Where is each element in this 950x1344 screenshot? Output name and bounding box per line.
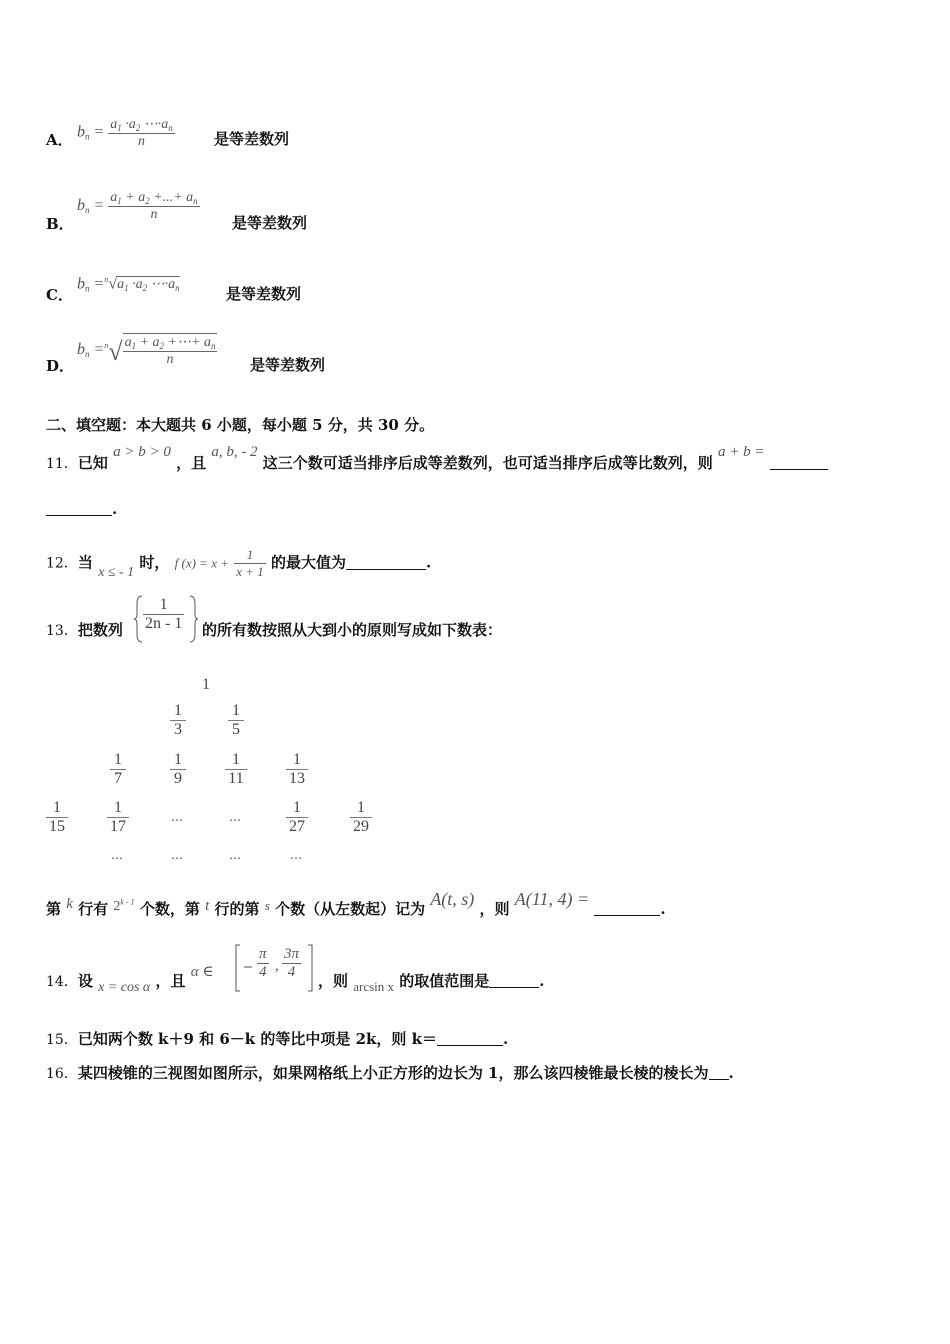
q11-answer-blank-2[interactable] xyxy=(46,501,112,516)
q11-answer-blank-1[interactable] xyxy=(770,455,828,470)
table-ellipsis: … xyxy=(229,848,242,862)
option-d-suffix: 是等差数列 xyxy=(250,356,326,374)
table-ellipsis: … xyxy=(111,848,124,862)
table-cell: 1 27 xyxy=(286,799,308,836)
table-cell: 1 11 xyxy=(225,751,247,788)
q13-line2: 第 k 行有 2$^{k - 1}$ 个数，第 t 行的第 s 个数（从左数起）记为 A(t, s) ，则 A(11, 4) = . xyxy=(46,889,666,918)
option-b-formula: $b_n$ = $\frac{a_1 + a_2 +...+ a_n}{n}$ xyxy=(77,190,198,222)
q14-fraction-3pi-4: $\frac{3\pi}{4}$ xyxy=(284,946,300,980)
option-c-label: C． xyxy=(46,286,73,304)
option-d-label: D． xyxy=(46,357,75,375)
option-b-label: B． xyxy=(46,215,74,233)
q14-answer-blank[interactable] xyxy=(489,973,539,988)
table-cell: 1 29 xyxy=(350,799,372,836)
section-heading: 二、填空题：本大题共 6 小题，每小题 5 分，共 30 分。 xyxy=(46,416,435,434)
table-cell: 1 17 xyxy=(107,799,129,836)
table-ellipsis: … xyxy=(171,810,184,824)
table-ellipsis: … xyxy=(171,848,184,862)
q14-line: 14．设 x = cos α ，且 α ∈ xyxy=(46,964,214,995)
q11-line2: . xyxy=(46,500,117,518)
table-cell: 1 9 xyxy=(170,751,186,788)
option-c-formula: $b_n =^n√a_1 \cdot a_2$ $\cdots\cdot a_n$ xyxy=(77,275,180,294)
table-cell: 1 15 xyxy=(46,799,68,836)
option-a-formula: $b_n$ = $\frac{a_1 \cdot a_2 \cdots\cdot a_n}{n}$ xyxy=(77,117,173,149)
table-cell: 1 13 xyxy=(286,751,308,788)
option-c-suffix: 是等差数列 xyxy=(226,285,302,303)
q12-line: 12．当 x ≤ - 1 时， f (x) = x + $\frac{1}{x + 1}$ 的最大值为 . xyxy=(46,547,432,580)
q13-answer-blank[interactable] xyxy=(594,901,660,916)
table-cell: 1 3 xyxy=(170,702,186,739)
option-d-formula: $b_n =^n√$ $\frac{a_1 + a_2 +\cdots+ a_n}{n}$ xyxy=(77,335,216,367)
table-cell: 1 xyxy=(202,676,210,693)
q12-answer-blank[interactable] xyxy=(346,555,426,570)
option-a-label: A． xyxy=(46,131,73,149)
q14-comma: , xyxy=(275,958,279,974)
option-b-suffix: 是等差数列 xyxy=(232,214,308,232)
q13-line: 13．把数列 xyxy=(46,621,123,639)
q15-line: 15．已知两个数 k＋9 和 6－k 的等比中项是 2k，则 k＝ . xyxy=(46,1030,509,1048)
q16-answer-blank[interactable] xyxy=(709,1065,729,1080)
q14-line-end: ，则 arcsin x 的取值范围是 . xyxy=(318,972,545,994)
option-a-suffix: 是等差数列 xyxy=(214,130,290,148)
q15-answer-blank[interactable] xyxy=(437,1031,503,1046)
q13-sequence-fraction: $\frac{1}{2n - 1}$ xyxy=(145,596,183,632)
table-ellipsis: … xyxy=(290,848,303,862)
q14-fraction-pi-4: $\frac{\pi}{4}$ xyxy=(259,946,267,980)
q16-line: 16．某四棱锥的三视图如图所示，如果网格纸上小正方形的边长为 1，那么该四棱锥最长棱的棱长为 . xyxy=(46,1064,734,1082)
table-cell: 1 7 xyxy=(110,751,126,788)
q11-line: 11．已知 a > b > 0 ，且 a, b, - 2 这三个数可适当排序后成等差数列，也可适当排序后成等比数列，则 a + b = xyxy=(46,452,828,473)
q13-text: 的所有数按照从大到小的原则写成如下数表： xyxy=(202,621,503,639)
table-cell: 1 5 xyxy=(228,702,244,739)
table-ellipsis: … xyxy=(229,810,242,824)
